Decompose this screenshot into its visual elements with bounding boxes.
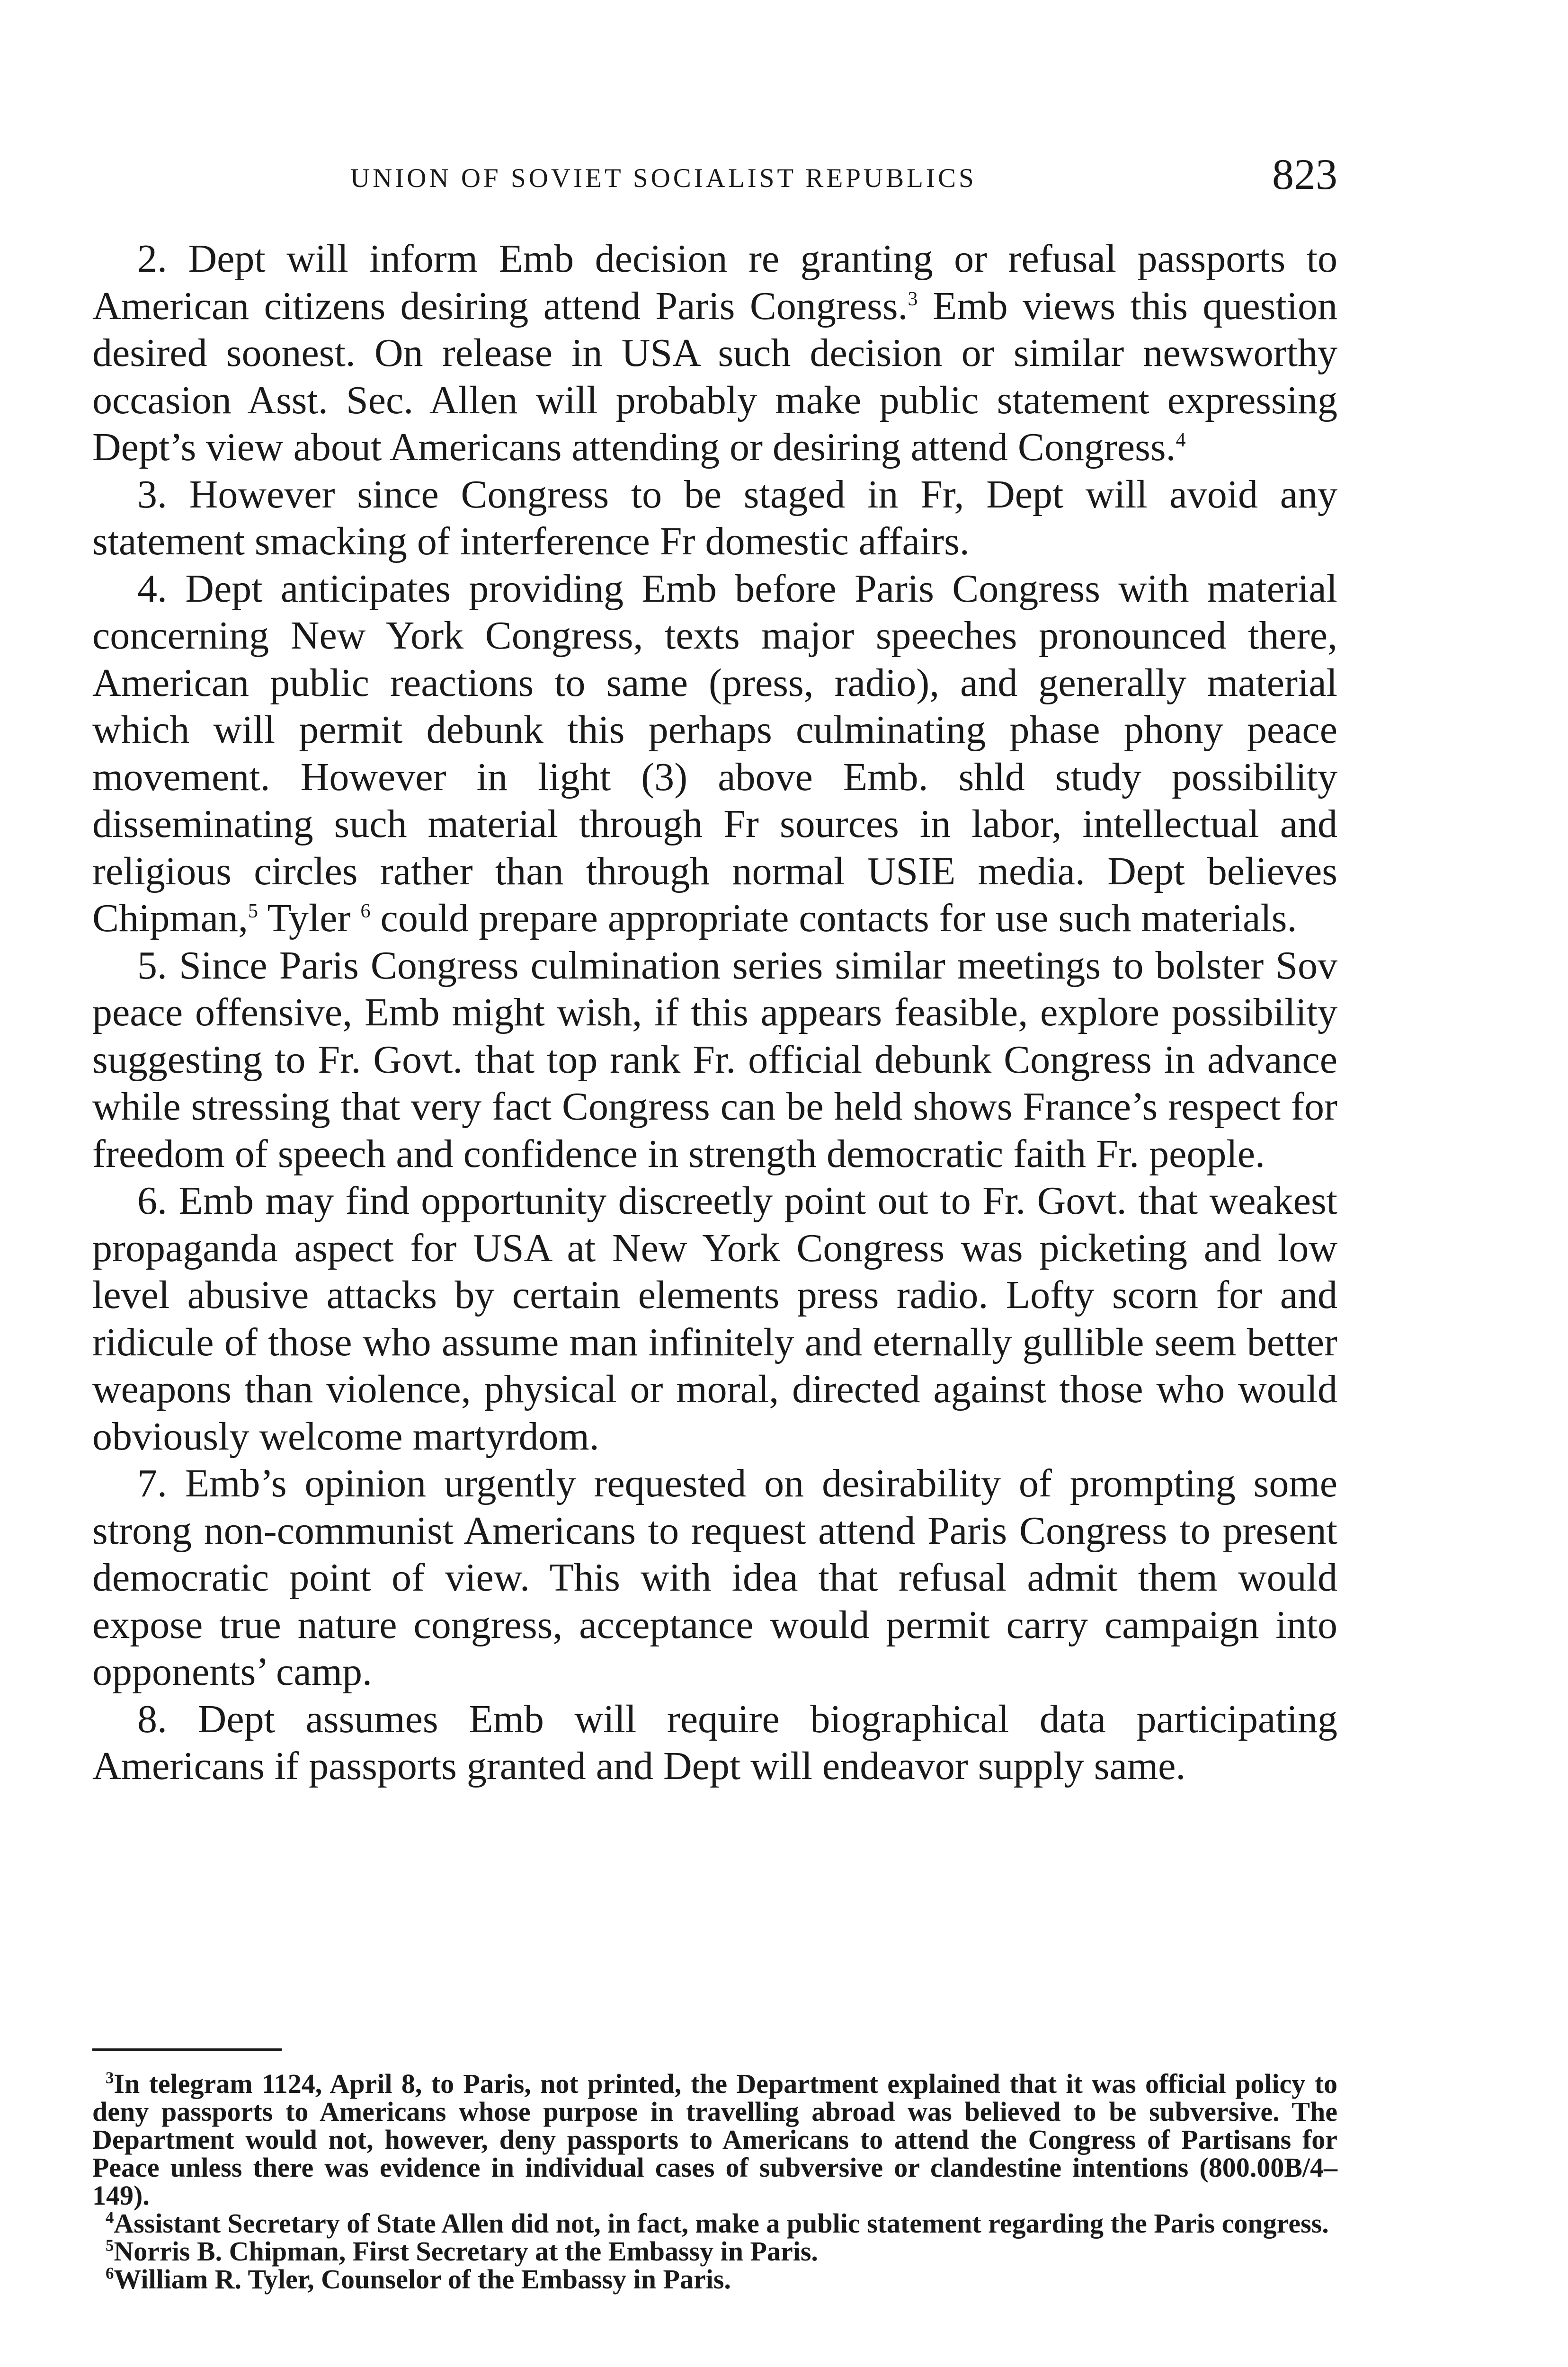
paragraph-3 [92, 471, 1337, 565]
footnote-3 [92, 2070, 1337, 2209]
body-text [92, 235, 1337, 1790]
text-run: 8. Dept assumes Emb will require biographical data participating Americans if passports granted and Dept will endeavor supply same. [92, 1697, 1337, 1788]
text-run: 6. Emb may find opportunity discreetly point out to Fr. Govt. that weakest propaganda aspect for USA at New York Congress was picketing and low level abusive attacks by certain elements press radio. Lofty scorn for and ridicule of those who assume man infinitely and eternally gullible seem better weapons than violence, physical or moral, directed against those who would obviously welcome martyrdom. [92, 1179, 1337, 1459]
running-head: UNION OF SOVIET SOCIALIST REPUBLICS [350, 163, 977, 193]
paragraph-6 [92, 1177, 1337, 1460]
footnote-mark: 3 [106, 2068, 114, 2087]
footnote-mark: 5 [106, 2236, 114, 2255]
text-run: Emb views this question desired soonest. On release in USA such decision or similar newsworthy occasion Asst. Sec. Allen will probably make public statement expressing Dept’s view about Americans attending or desiring attend Congress. [92, 284, 1337, 469]
footnote-text: Assistant Secretary of State Allen did not, in fact, make a public statement regarding the Paris congress. [114, 2208, 1329, 2239]
footnote-text: In telegram 1124, April 8, to Paris, not printed, the Department explained that it was official policy to deny passports to Americans whose purpose in travelling abroad was believed to be subversive. The Department would not, however, deny passports to Americans to attend the Congress of Partisans for Peace unless there was evidence in individual cases of subversive or clandestine intentions (800.00B/4–149). [92, 2068, 1337, 2211]
paragraph-4 [92, 565, 1337, 942]
footnote-mark: 4 [106, 2208, 114, 2227]
page-header [92, 151, 1337, 207]
text-run: 3. However since Congress to be staged in Fr, Dept will avoid any statement smacking of interference Fr domestic affairs. [92, 472, 1337, 563]
text-run: 7. Emb’s opinion urgently requested on desirability of prompting some strong non-communist Americans to request attend Paris Congress to present democratic point of view. This with idea that refusal admit them would expose true nature congress, acceptance would permit carry campaign into opponents’ camp. [92, 1461, 1337, 1694]
footnote-5 [92, 2237, 1337, 2265]
footnote-reference: 6 [360, 900, 371, 922]
footnote-divider [92, 2048, 282, 2051]
footnote-4 [92, 2209, 1337, 2237]
footnote-reference: 3 [908, 288, 918, 310]
text-run: could prepare appropriate contacts for use such materials. [370, 896, 1297, 940]
footnote-reference: 4 [1176, 429, 1186, 451]
footnote-text: Norris B. Chipman, First Secretary at the Embassy in Paris. [114, 2236, 818, 2267]
footnote-reference: 5 [248, 900, 258, 922]
text-run: 2. Dept will inform Emb decision re granting or refusal passports to American citizens desiring attend Paris Congress. [92, 237, 1337, 328]
paragraph-5 [92, 942, 1337, 1178]
paragraph-8 [92, 1696, 1337, 1790]
page-number: 823 [1272, 150, 1337, 198]
footnote-text: William R. Tyler, Counselor of the Embassy in Paris. [114, 2264, 731, 2295]
paragraph-7 [92, 1460, 1337, 1696]
footnote-6 [92, 2265, 1337, 2293]
paragraph-2 [92, 235, 1337, 471]
text-run: Tyler [258, 896, 361, 940]
text-run: 5. Since Paris Congress culmination series similar meetings to bolster Sov peace offensive, Emb might wish, if this appears feasible, explore possibility suggesting to Fr. Govt. that top rank Fr. official debunk Congress in advance while stressing that very fact Congress can be held shows France’s respect for freedom of speech and confidence in strength democratic faith Fr. people. [92, 943, 1337, 1176]
footnote-mark: 6 [106, 2264, 114, 2283]
text-run: 4. Dept anticipates providing Emb before Paris Congress with material concerning New York Congress, texts major speeches pronounced there, American public reactions to same (press, radio), and generally material which will permit debunk this perhaps culminating phase phony peace movement. However in light (3) above Emb. shld study possibility disseminating such material through Fr sources in labor, intellectual and religious circles rather than through normal USIE media. Dept believes Chipman, [92, 566, 1337, 940]
footnotes [92, 2070, 1337, 2293]
